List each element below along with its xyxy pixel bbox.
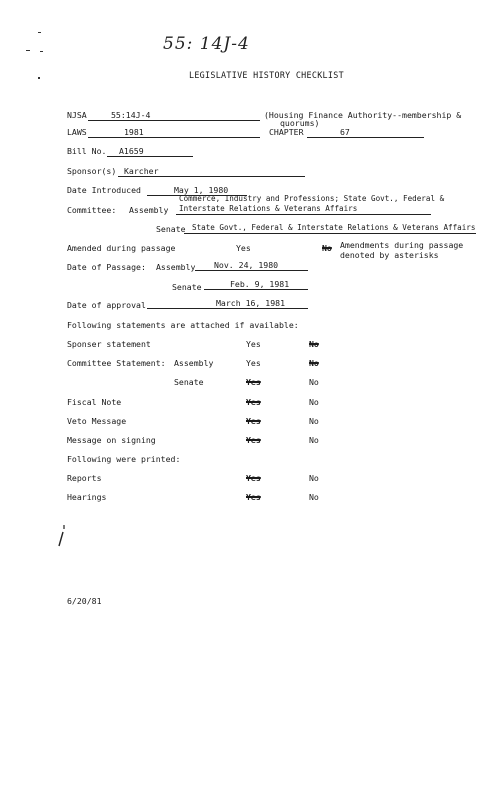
message-on-signing-yes-struck: Yes — [246, 435, 261, 445]
date-of-approval-value: March 16, 1981 — [216, 298, 286, 308]
hearings-no: No — [309, 492, 319, 502]
committee-assembly-underline — [176, 214, 431, 215]
message-on-signing-no: No — [309, 435, 319, 445]
handwritten-reference: 55: 14J-4 — [163, 34, 250, 54]
committee-statement-label: Committee Statement: — [67, 358, 166, 368]
committee-statement-senate-yes-struck: Yes — [246, 377, 261, 387]
message-on-signing-label: Message on signing — [67, 435, 156, 445]
statements-heading: Following statements are attached if available: — [67, 320, 299, 330]
reports-no: No — [309, 473, 319, 483]
committee-statement-senate-label: Senate — [174, 377, 204, 387]
amended-label: Amended during passage — [67, 243, 176, 253]
sponsor-statement-yes: Yes — [246, 339, 261, 349]
margin-speck — [26, 50, 30, 51]
veto-message-yes-struck: Yes — [246, 416, 261, 426]
committee-statement-assembly-no-struck: No — [309, 358, 319, 368]
laws-underline — [88, 137, 260, 138]
amended-yes: Yes — [236, 243, 251, 253]
date-of-approval-label: Date of approval — [67, 300, 146, 310]
date-introduced-value: May 1, 1980 — [174, 185, 229, 195]
passage-assembly-underline — [195, 270, 308, 271]
veto-message-label: Veto Message — [67, 416, 127, 426]
date-introduced-label: Date Introduced — [67, 185, 141, 195]
passage-senate-underline — [204, 289, 308, 290]
chapter-value: 67 — [340, 127, 350, 137]
amended-no-struck: No — [322, 243, 332, 253]
njsa-description-line1: (Housing Finance Authority--membership & — [264, 110, 462, 120]
fiscal-note-yes-struck: Yes — [246, 397, 261, 407]
margin-speck — [38, 77, 40, 79]
committee-assembly-label: Assembly — [129, 205, 169, 215]
bill-underline — [107, 156, 193, 157]
njsa-label: NJSA — [67, 110, 87, 120]
printed-heading: Following were printed: — [67, 454, 181, 464]
sponsor-statement-label: Sponser statement — [67, 339, 151, 349]
sponsor-value: Karcher — [124, 166, 159, 176]
committee-senate-value: State Govt., Federal & Interstate Relations & Veterans Affairs — [192, 223, 476, 232]
amended-note-line2: denoted by asterisks — [340, 250, 439, 260]
sponsor-underline — [118, 176, 305, 177]
amended-note-line1: Amendments during passage — [340, 240, 464, 250]
passage-assembly-value: Nov. 24, 1980 — [214, 260, 279, 270]
passage-senate-value: Feb. 9, 1981 — [230, 279, 290, 289]
committee-assembly-value-line1: Commerce, Industry and Professions; State Govt., Federal & — [179, 194, 445, 203]
chapter-label: CHAPTER — [269, 127, 304, 137]
hearings-yes-struck: Yes — [246, 492, 261, 502]
committee-senate-label: Senate — [156, 224, 186, 234]
passage-assembly-label: Assembly — [156, 262, 196, 272]
fiscal-note-no: No — [309, 397, 319, 407]
margin-speck — [40, 51, 43, 52]
date-of-approval-underline — [147, 308, 308, 309]
margin-speck — [38, 32, 41, 33]
committee-label: Committee: — [67, 205, 117, 215]
date-of-passage-label: Date of Passage: — [67, 262, 146, 272]
laws-label: LAWS — [67, 127, 87, 137]
bill-label: Bill No. — [67, 146, 107, 156]
page-title: LEGISLATIVE HISTORY CHECKLIST — [189, 70, 344, 80]
njsa-value: 55:14J-4 — [111, 110, 151, 120]
sponsor-statement-no-struck: No — [309, 339, 319, 349]
committee-assembly-value-line2: Interstate Relations & Veterans Affairs — [179, 204, 358, 213]
njsa-description-line2: quorums) — [280, 118, 320, 128]
handwritten-slash-mark — [55, 523, 67, 549]
committee-senate-underline — [184, 233, 476, 234]
hearings-label: Hearings — [67, 492, 107, 502]
laws-value: 1981 — [124, 127, 144, 137]
fiscal-note-label: Fiscal Note — [67, 397, 122, 407]
bill-value: A1659 — [119, 146, 144, 156]
reports-yes-struck: Yes — [246, 473, 261, 483]
veto-message-no: No — [309, 416, 319, 426]
sponsor-label: Sponsor(s) — [67, 166, 117, 176]
chapter-underline — [307, 137, 424, 138]
committee-statement-senate-no: No — [309, 377, 319, 387]
reports-label: Reports — [67, 473, 102, 483]
committee-statement-assembly-yes: Yes — [246, 358, 261, 368]
passage-senate-label: Senate — [172, 282, 202, 292]
committee-statement-assembly-label: Assembly — [174, 358, 214, 368]
njsa-underline — [88, 120, 260, 121]
footer-date: 6/20/81 — [67, 596, 102, 606]
